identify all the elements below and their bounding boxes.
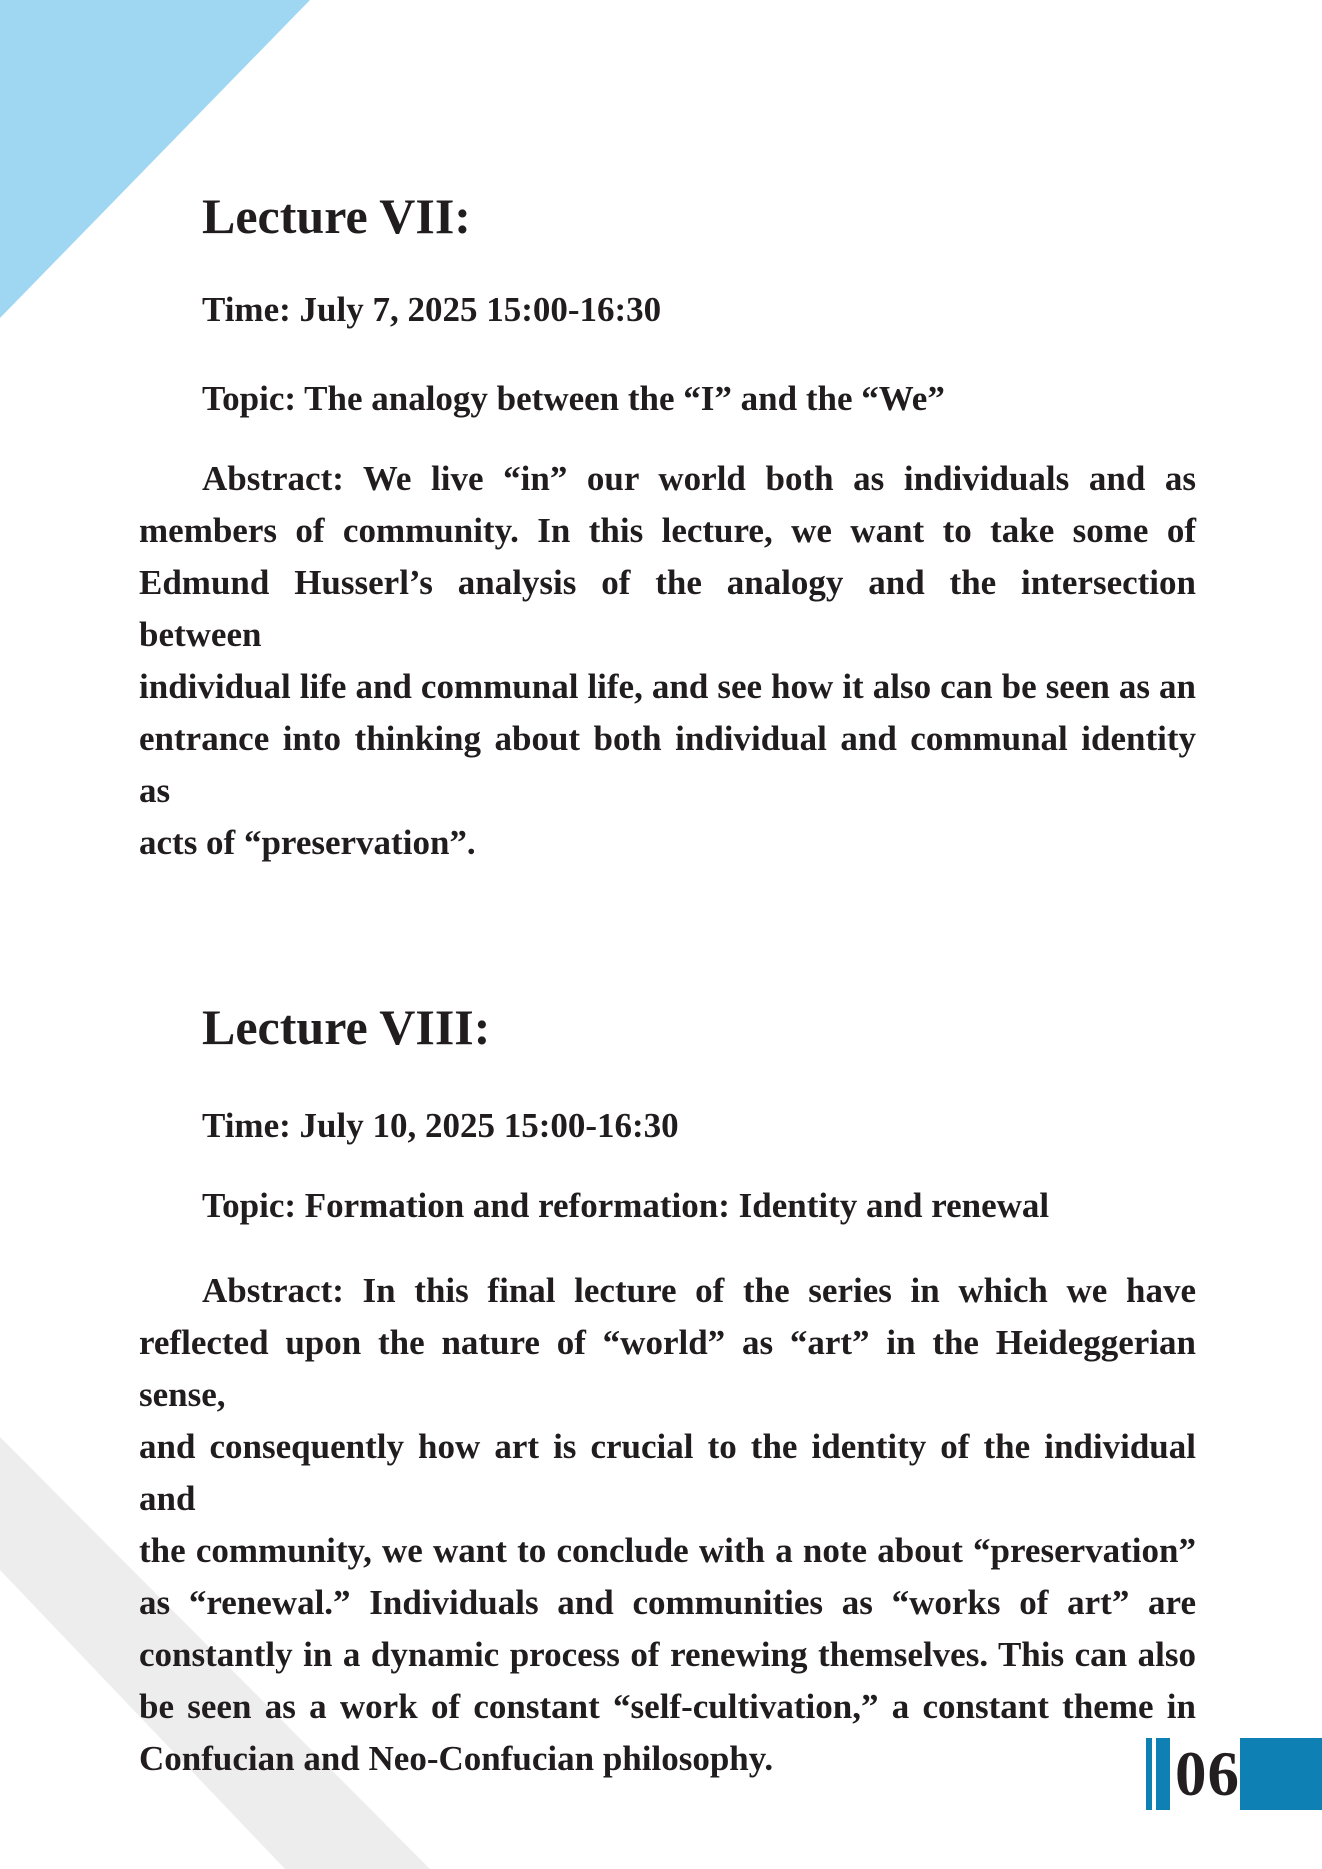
lecture-viii-time: Time: July 10, 2025 15:00-16:30 xyxy=(202,1106,679,1145)
lecture-vii-section xyxy=(139,185,1196,869)
abstract-line: entrance into thinking about both individual and communal identity as xyxy=(139,719,1196,810)
abstract-line: reflected upon the nature of “world” as “art” in the Heideggerian sense, xyxy=(139,1323,1196,1414)
lecture-vii-time: Time: July 7, 2025 15:00-16:30 xyxy=(202,290,662,329)
abstract-line: Abstract: We live “in” our world both as individuals and as xyxy=(202,459,1196,498)
bottom-right-rectangle-decoration xyxy=(1240,1738,1322,1810)
lecture-vii-abstract xyxy=(139,453,1196,869)
abstract-line: Edmund Husserl’s analysis of the analogy and the intersection between xyxy=(139,563,1196,654)
page-number-wide-bar xyxy=(1156,1738,1170,1810)
lecture-viii-section xyxy=(139,996,1196,1785)
abstract-line: and consequently how art is crucial to the identity of the individual and xyxy=(139,1427,1196,1518)
lecture-viii-abstract xyxy=(139,1265,1196,1785)
lecture-vii-topic: Topic: The analogy between the “I” and the “We” xyxy=(202,379,945,418)
lecture-vii-heading: Lecture VII: xyxy=(202,188,471,244)
lecture-viii-heading: Lecture VIII: xyxy=(202,999,491,1055)
abstract-line: members of community. In this lecture, we want to take some of xyxy=(139,511,1196,550)
abstract-line: be seen as a work of constant “self-cultivation,” a constant theme in xyxy=(139,1687,1196,1726)
abstract-line: individual life and communal life, and see how it also can be seen as an xyxy=(139,667,1196,706)
abstract-line: acts of “preservation”. xyxy=(139,823,476,862)
abstract-line: as “renewal.” Individuals and communities as “works of art” are xyxy=(139,1583,1196,1622)
page-number: 06 xyxy=(1175,1739,1240,1809)
page-number-thin-bar xyxy=(1146,1738,1152,1810)
abstract-line: Abstract: In this final lecture of the series in which we have xyxy=(202,1271,1196,1310)
abstract-line: Confucian and Neo-Confucian philosophy. xyxy=(139,1739,774,1778)
page-content xyxy=(139,0,1196,1785)
lecture-viii-topic: Topic: Formation and reformation: Identity and renewal xyxy=(202,1186,1050,1225)
abstract-line: the community, we want to conclude with a note about “preservation” xyxy=(139,1531,1196,1570)
abstract-line: constantly in a dynamic process of renewing themselves. This can also xyxy=(139,1635,1196,1674)
